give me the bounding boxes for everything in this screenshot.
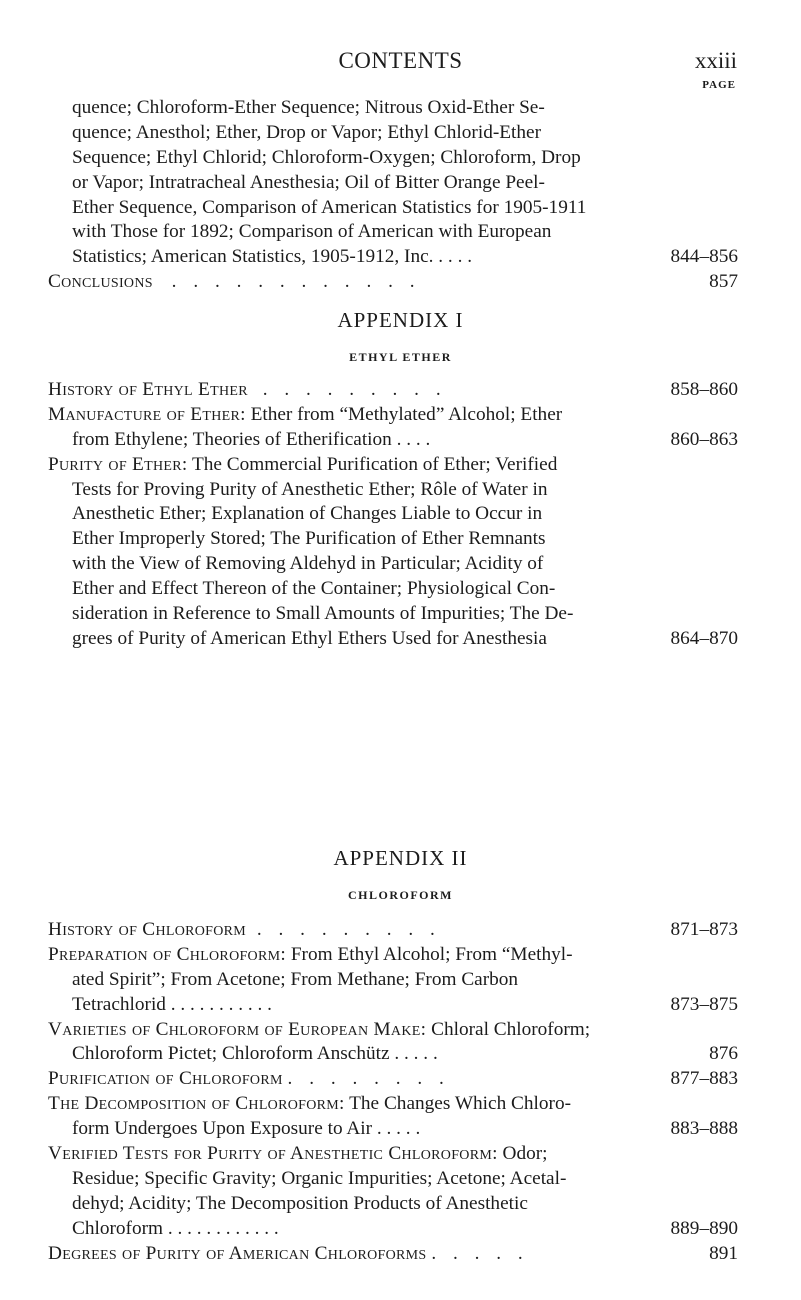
toc-entry: [0, 1092, 801, 1117]
toc-entry: [0, 378, 801, 403]
continued-entry: [0, 96, 801, 295]
page-ref: 883–888: [670, 1118, 738, 1140]
entry-conclusions: [0, 270, 801, 295]
entry-title: Purification of Chloroform: [48, 1068, 283, 1090]
appendix-ii-title: APPENDIX II: [333, 846, 468, 870]
entry-text: from Ethylene; Theories of Etherification . . . .: [72, 428, 431, 450]
entry-title: Verified Tests for Purity of Anesthetic Chloroform:: [48, 1143, 498, 1165]
entry-line: Ether and Effect Thereon of the Container; Physiological Con-: [72, 578, 556, 600]
entry-line: dehyd; Acidity; The Decomposition Products of Anesthetic: [72, 1192, 528, 1214]
entry-line: [0, 1217, 801, 1242]
leader-dots: . . . . .: [431, 1242, 529, 1264]
page-ref: 864–870: [670, 627, 738, 649]
entry-text: Odor;: [497, 1143, 548, 1165]
page-ref: 871–873: [670, 919, 738, 940]
entry-text: The Changes Which Chloro-: [344, 1093, 572, 1115]
page-ref: 889–890: [670, 1217, 738, 1239]
entry-title: The Decomposition of Chloroform:: [48, 1093, 345, 1115]
page-ref: 857: [709, 271, 738, 293]
entry-line: [0, 993, 801, 1018]
entry-text: grees of Purity of American Ethyl Ethers Used for Anesthesia: [72, 627, 547, 649]
entry-title: Conclusions: [48, 271, 153, 293]
page-ref: 877–883: [670, 1068, 738, 1090]
entry-title: History of Ethyl Ether: [48, 379, 248, 400]
leader-dots: . . . . . . . . . . . .: [171, 271, 421, 293]
entry-text: Chloral Chloroform;: [426, 1018, 591, 1040]
page-ref: 844–856: [670, 246, 738, 268]
entry-line: or Vapor; Intratracheal Anesthesia; Oil of Bitter Orange Peel-: [72, 171, 545, 193]
entry-line: [0, 428, 801, 453]
leader-dots: . . . . . . . .: [287, 1068, 450, 1090]
entry-line: [0, 1042, 801, 1067]
entry-line: Tests for Proving Purity of Anesthetic Ether; Rôle of Water in: [72, 478, 548, 500]
entry-text: form Undergoes Upon Exposure to Air . . . . .: [72, 1118, 421, 1140]
entry-line: with Those for 1892; Comparison of American with European: [72, 221, 552, 243]
page-ref: 873–875: [670, 993, 738, 1015]
entry-line: [0, 245, 801, 270]
entry-text: Ether from “Methylated” Alcohol; Ether: [245, 403, 563, 425]
appendix-i-entries: [0, 378, 801, 652]
entry-title: Preparation of Chloroform:: [48, 943, 287, 965]
toc-entry: [0, 1142, 801, 1167]
page-column-label: PAGE: [702, 79, 736, 91]
appendix-i-subtitle: ETHYL ETHER: [349, 350, 452, 364]
entry-line: quence; Anesthol; Ether, Drop or Vapor; Ethyl Chlorid-Ether: [72, 121, 542, 143]
toc-entry: [0, 1067, 801, 1092]
entry-text: Statistics; American Statistics, 1905-1912, Inc. . . . .: [72, 246, 473, 268]
entry-line: [0, 1117, 801, 1142]
toc-entry: [0, 403, 801, 428]
entry-line: sideration in Reference to Small Amounts of Impurities; The De-: [72, 603, 574, 625]
entry-line: Ether Sequence, Comparison of American Statistics for 1905-1911: [72, 196, 587, 218]
entry-title: History of Chloroform: [48, 919, 247, 940]
entry-title: Purity of Ether:: [48, 453, 188, 475]
running-head: [0, 48, 801, 82]
page-ref: 860–863: [670, 428, 738, 450]
toc-entry: [0, 453, 801, 478]
entry-text: Chloroform . . . . . . . . . . . .: [72, 1217, 279, 1239]
appendix-i-title: APPENDIX I: [337, 308, 464, 332]
leader-dots: . . . . . . . . .: [262, 379, 447, 400]
entry-title: Manufacture of Ether:: [48, 403, 246, 425]
entry-title: Degrees of Purity of American Chloroforms: [48, 1242, 427, 1264]
page-ref: 891: [709, 1242, 738, 1264]
leader-dots: . . . . . . . . .: [256, 919, 441, 940]
entry-line: Sequence; Ethyl Chlorid; Chloroform-Oxygen; Chloroform, Drop: [72, 146, 581, 168]
page-ref: 858–860: [670, 379, 738, 400]
entry-line: Ether Improperly Stored; The Purification of Ether Remnants: [72, 528, 546, 550]
entry-line: ated Spirit”; From Acetone; From Methane; From Carbon: [72, 968, 519, 990]
entry-line: Anesthetic Ether; Explanation of Changes Liable to Occur in: [72, 503, 543, 525]
entry-text: The Commercial Purification of Ether; Verified: [187, 453, 558, 475]
toc-entry: [0, 918, 801, 943]
page-title: CONTENTS: [338, 48, 463, 73]
entry-text: Chloroform Pictet; Chloroform Anschütz . . . . .: [72, 1043, 438, 1065]
entry-line: [0, 627, 801, 652]
toc-entry: [0, 1018, 801, 1043]
entry-line: Residue; Specific Gravity; Organic Impurities; Acetone; Acetal-: [72, 1167, 567, 1189]
entry-text: From Ethyl Alcohol; From “Methyl-: [286, 943, 573, 965]
appendix-ii-entries: [0, 918, 801, 1266]
appendix-ii-subtitle: CHLOROFORM: [348, 888, 453, 902]
entry-text: Tetrachlorid . . . . . . . . . . .: [72, 993, 272, 1015]
page-number: xxiii: [694, 48, 737, 73]
entry-line: quence; Chloroform-Ether Sequence; Nitrous Oxid-Ether Se-: [72, 97, 545, 118]
entry-line: with the View of Removing Aldehyd in Particular; Acidity of: [72, 553, 544, 575]
toc-entry: [0, 943, 801, 968]
entry-title: Varieties of Chloroform of European Make:: [48, 1018, 427, 1040]
toc-entry: [0, 1242, 801, 1267]
page-ref: 876: [709, 1043, 738, 1065]
